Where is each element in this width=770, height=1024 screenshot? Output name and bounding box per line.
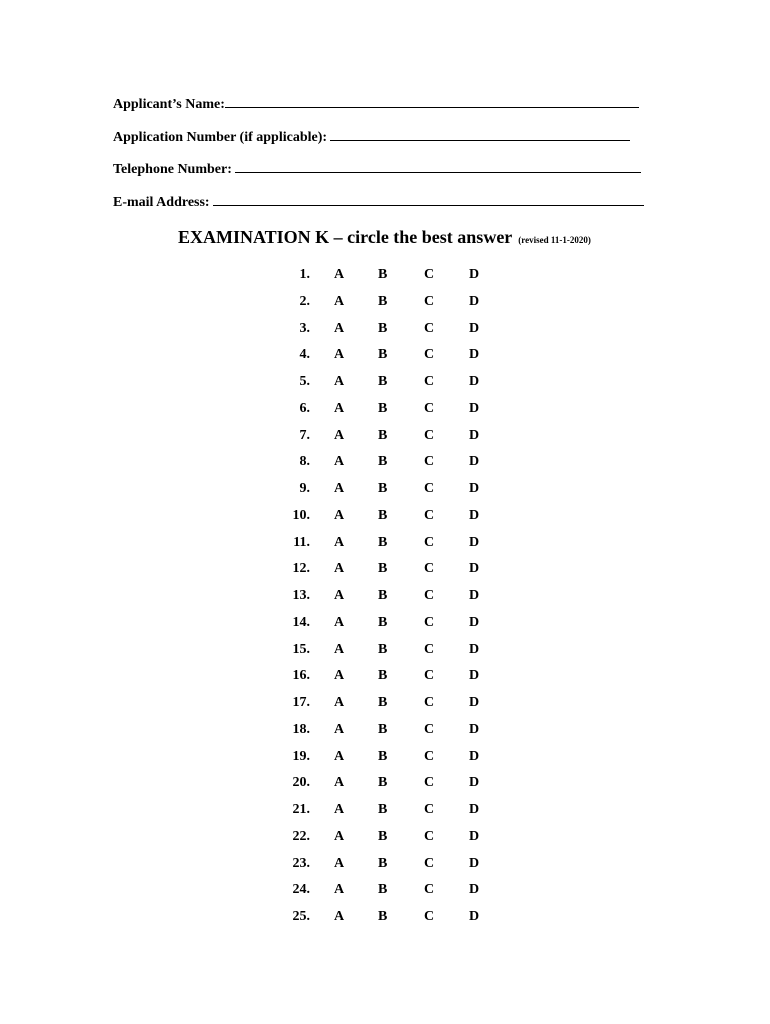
question-number: 7.: [299, 427, 310, 443]
answer-option-a[interactable]: A: [334, 534, 345, 550]
answer-option-c[interactable]: C: [424, 481, 435, 496]
answer-option-c[interactable]: C: [424, 909, 435, 924]
answer-row: [0, 508, 770, 528]
answer-row: [0, 481, 770, 501]
question-number: 2.: [299, 293, 310, 309]
applicant-name-label: Applicant’s Name:: [113, 97, 225, 112]
answer-option-d[interactable]: D: [469, 427, 480, 443]
answer-option-b[interactable]: B: [378, 695, 388, 710]
application-number-blank[interactable]: [330, 127, 630, 141]
question-number: 19.: [292, 748, 310, 764]
answer-option-b[interactable]: B: [378, 828, 388, 844]
answer-option-b[interactable]: B: [378, 855, 388, 871]
answer-row: [0, 401, 770, 421]
answer-row: [0, 321, 770, 341]
answer-option-d[interactable]: D: [469, 588, 480, 603]
answer-option-c[interactable]: C: [424, 668, 435, 684]
answer-option-d[interactable]: D: [469, 641, 480, 657]
answer-row: [0, 829, 770, 849]
answer-row: [0, 535, 770, 555]
answer-row: [0, 347, 770, 367]
answer-option-a[interactable]: A: [334, 267, 345, 282]
question-number: 5.: [299, 374, 310, 389]
question-number: 18.: [292, 721, 310, 737]
answer-row: [0, 802, 770, 822]
question-number: 13.: [292, 588, 310, 603]
exam-revised-note: (revised 11-1-2020): [518, 235, 591, 245]
answer-option-c[interactable]: C: [424, 293, 435, 309]
question-number: 24.: [292, 882, 310, 898]
answer-option-a[interactable]: A: [334, 641, 345, 657]
answer-option-a[interactable]: A: [334, 802, 345, 817]
answer-option-d[interactable]: D: [469, 721, 480, 737]
answer-option-b[interactable]: B: [378, 267, 388, 282]
question-number: 22.: [292, 828, 310, 844]
answer-option-a[interactable]: A: [334, 775, 345, 791]
question-number: 12.: [292, 561, 310, 577]
telephone-blank[interactable]: [235, 159, 641, 173]
answer-option-b[interactable]: B: [378, 588, 388, 603]
answer-option-a[interactable]: A: [334, 855, 345, 871]
email-field: [113, 192, 644, 212]
answer-option-b[interactable]: B: [378, 775, 388, 791]
answer-option-d[interactable]: D: [469, 507, 480, 523]
answer-option-b[interactable]: B: [378, 748, 388, 764]
answer-option-c[interactable]: C: [424, 534, 435, 550]
answer-option-b[interactable]: B: [378, 320, 388, 336]
question-number: 3.: [299, 320, 310, 336]
answer-row: [0, 267, 770, 287]
answer-option-c[interactable]: C: [424, 588, 435, 603]
answer-option-b[interactable]: B: [378, 347, 388, 363]
answer-row: [0, 561, 770, 581]
answer-option-d[interactable]: D: [469, 320, 480, 336]
answer-option-d[interactable]: D: [469, 748, 480, 764]
answer-option-c[interactable]: C: [424, 454, 435, 470]
answer-option-a[interactable]: A: [334, 481, 345, 496]
telephone-field: [113, 159, 641, 179]
answer-option-a[interactable]: A: [334, 507, 345, 523]
answer-option-d[interactable]: D: [469, 267, 480, 282]
answer-option-d[interactable]: D: [469, 695, 480, 710]
answer-option-d[interactable]: D: [469, 802, 480, 817]
answer-option-d[interactable]: D: [469, 909, 480, 924]
answer-option-d[interactable]: D: [469, 534, 480, 550]
answer-option-c[interactable]: C: [424, 641, 435, 657]
answer-row: [0, 294, 770, 314]
answer-option-b[interactable]: B: [378, 909, 388, 924]
answer-option-c[interactable]: C: [424, 802, 435, 817]
answer-option-b[interactable]: B: [378, 641, 388, 657]
question-number: 25.: [292, 909, 310, 924]
answer-option-d[interactable]: D: [469, 668, 480, 684]
answer-option-b[interactable]: B: [378, 721, 388, 737]
answer-option-d[interactable]: D: [469, 400, 480, 416]
answer-option-c[interactable]: C: [424, 695, 435, 710]
answer-option-c[interactable]: C: [424, 400, 435, 416]
answer-row: [0, 642, 770, 662]
answer-option-c[interactable]: C: [424, 721, 435, 737]
question-number: 23.: [292, 855, 310, 871]
answer-option-c[interactable]: C: [424, 614, 435, 630]
answer-option-a[interactable]: A: [334, 614, 345, 630]
exam-title-main: EXAMINATION K – circle the best answer: [178, 227, 513, 247]
answer-option-a[interactable]: A: [334, 721, 345, 737]
answer-option-c[interactable]: C: [424, 347, 435, 363]
answer-option-c[interactable]: C: [424, 267, 435, 282]
answer-option-a[interactable]: A: [334, 427, 345, 443]
answer-option-d[interactable]: D: [469, 374, 480, 389]
answer-option-a[interactable]: A: [334, 909, 345, 924]
answer-option-c[interactable]: C: [424, 882, 435, 898]
answer-option-b[interactable]: B: [378, 374, 388, 389]
answer-option-c[interactable]: C: [424, 507, 435, 523]
answer-option-c[interactable]: C: [424, 775, 435, 791]
application-number-field: [113, 127, 630, 147]
question-number: 8.: [299, 454, 310, 470]
answer-option-b[interactable]: B: [378, 668, 388, 684]
question-number: 9.: [299, 481, 310, 496]
answer-option-a[interactable]: A: [334, 882, 345, 898]
question-number: 1.: [299, 267, 310, 282]
answer-option-b[interactable]: B: [378, 454, 388, 470]
answer-option-a[interactable]: A: [334, 588, 345, 603]
answer-option-d[interactable]: D: [469, 855, 480, 871]
answer-option-d[interactable]: D: [469, 454, 480, 470]
answer-option-b[interactable]: B: [378, 534, 388, 550]
answer-option-a[interactable]: A: [334, 400, 345, 416]
answer-option-d[interactable]: D: [469, 481, 480, 496]
answer-option-d[interactable]: D: [469, 561, 480, 577]
answer-row: [0, 722, 770, 742]
answer-option-b[interactable]: B: [378, 481, 388, 496]
answer-option-b[interactable]: B: [378, 400, 388, 416]
answer-option-d[interactable]: D: [469, 347, 480, 363]
answer-option-b[interactable]: B: [378, 427, 388, 443]
answer-option-a[interactable]: A: [334, 347, 345, 363]
answer-option-a[interactable]: A: [334, 454, 345, 470]
answer-option-b[interactable]: B: [378, 882, 388, 898]
answer-option-a[interactable]: A: [334, 293, 345, 309]
question-number: 17.: [292, 695, 310, 710]
answer-option-a[interactable]: A: [334, 668, 345, 684]
answer-option-b[interactable]: B: [378, 507, 388, 523]
question-number: 4.: [299, 347, 310, 363]
question-number: 10.: [292, 507, 310, 523]
answer-option-c[interactable]: C: [424, 374, 435, 389]
answer-option-a[interactable]: A: [334, 561, 345, 577]
answer-option-c[interactable]: C: [424, 427, 435, 443]
email-blank[interactable]: [213, 192, 644, 206]
answer-row: [0, 588, 770, 608]
applicant-name-field: [113, 94, 639, 114]
question-number: 14.: [292, 614, 310, 630]
answer-row: [0, 428, 770, 448]
answer-option-c[interactable]: C: [424, 320, 435, 336]
applicant-name-blank[interactable]: [225, 94, 639, 108]
answer-option-b[interactable]: B: [378, 561, 388, 577]
answer-option-d[interactable]: D: [469, 775, 480, 791]
answer-option-b[interactable]: B: [378, 614, 388, 630]
exam-title: [178, 227, 591, 248]
answer-option-a[interactable]: A: [334, 828, 345, 844]
answer-option-a[interactable]: A: [334, 320, 345, 336]
question-number: 16.: [292, 668, 310, 684]
answer-row: [0, 695, 770, 715]
answer-option-c[interactable]: C: [424, 748, 435, 764]
answer-row: [0, 454, 770, 474]
email-label: E-mail Address:: [113, 195, 210, 210]
answer-option-c[interactable]: C: [424, 828, 435, 844]
question-number: 6.: [299, 400, 310, 416]
answer-row: [0, 856, 770, 876]
answer-option-d[interactable]: D: [469, 828, 480, 844]
question-number: 11.: [293, 534, 310, 550]
answer-option-b[interactable]: B: [378, 293, 388, 309]
answer-row: [0, 749, 770, 769]
answer-option-c[interactable]: C: [424, 561, 435, 577]
answer-option-d[interactable]: D: [469, 882, 480, 898]
answer-row: [0, 668, 770, 688]
answer-row: [0, 775, 770, 795]
answer-option-d[interactable]: D: [469, 614, 480, 630]
answer-option-a[interactable]: A: [334, 695, 345, 710]
answer-option-a[interactable]: A: [334, 748, 345, 764]
answer-option-d[interactable]: D: [469, 293, 480, 309]
answer-row: [0, 374, 770, 394]
application-number-label: Application Number (if applicable):: [113, 130, 328, 145]
answer-row: [0, 909, 770, 929]
answer-option-b[interactable]: B: [378, 802, 388, 817]
answer-option-a[interactable]: A: [334, 374, 345, 389]
answer-row: [0, 615, 770, 635]
question-number: 20.: [292, 775, 310, 791]
answer-option-c[interactable]: C: [424, 855, 435, 871]
question-number: 21.: [292, 802, 310, 817]
question-number: 15.: [292, 641, 310, 657]
telephone-label: Telephone Number:: [113, 162, 232, 177]
answer-row: [0, 882, 770, 902]
